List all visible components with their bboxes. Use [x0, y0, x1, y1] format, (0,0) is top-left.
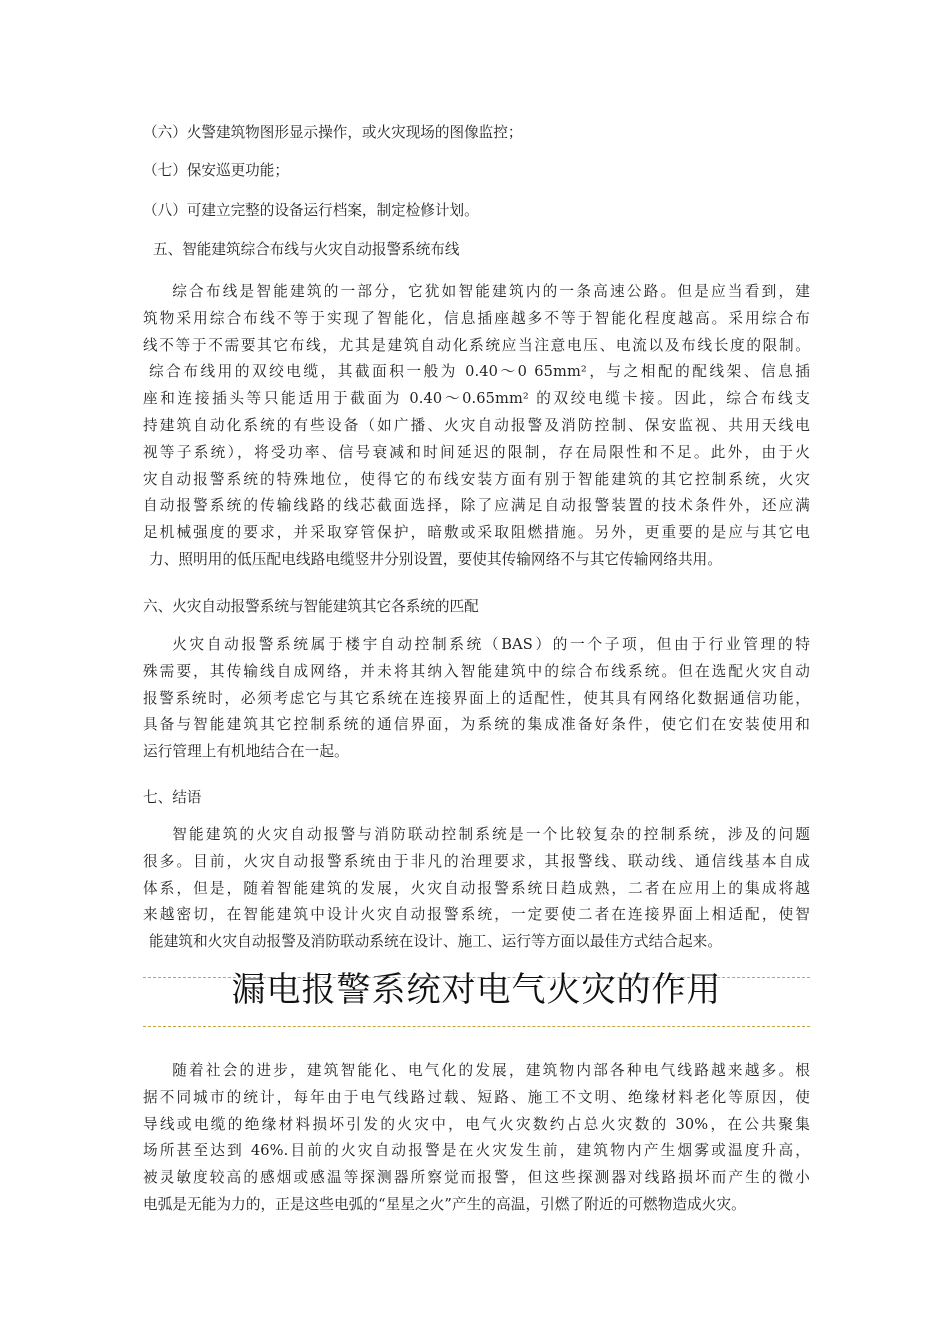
paragraph-line: 综合布线用的双绞电缆，其截面积一般为 0.40～0 65mm²，与之相配的配线架、信息插 [149, 363, 810, 381]
paragraph-line: 报警系统时，必须考虑它与其它系统在连接界面上的适配性，使其具有网络化数据通信功能， [143, 689, 810, 707]
paragraph-line: 火灾自动报警系统属于楼宇自动控制系统（BAS）的一个子项，但由于行业管理的特 [172, 636, 810, 653]
paragraph-line: 来越密切，在智能建筑中设计火灾自动报警系统，一定要使二者在连接界面上相适配，使智 [143, 906, 810, 924]
paragraph-line: 持建筑自动化系统的有些设备（如广播、火灾自动报警及消防控制、保安监视、共用天线电 [143, 416, 810, 434]
paragraph-line: 足机械强度的要求，并采取穿管保护，暗敷或采取阻燃措施。另外，更重要的是应与其它电 [143, 524, 810, 542]
paragraph-line: 电弧是无能为力的，正是这些电弧的“星星之火”产生的高温，引燃了附近的可燃物造成火灾。 [143, 1195, 746, 1213]
section-7-paragraph [143, 822, 810, 956]
section-6-paragraph [143, 632, 810, 766]
paragraph-line: 综合布线是智能建筑的一部分，它犹如智能建筑内的一条高速公路。但是应当看到，建 [172, 283, 810, 300]
paragraph-line: 运行管理上有机地结合在一起。 [143, 743, 349, 761]
title-divider-bottom [143, 1026, 810, 1027]
list-item-6: （六）火警建筑物图形显示操作，或火灾现场的图像监控； [143, 124, 523, 141]
paragraph-line: 力、照明用的低压配电线路电缆竖井分别设置，要使其传输网络不与其它传输网络共用。 [149, 550, 723, 568]
article-2-paragraph [143, 1058, 810, 1219]
paragraph-line: 自动报警系统的传输线路的线芯截面选择，除了应满足自动报警装置的技术条件外，还应满 [143, 497, 810, 515]
section-5-paragraph [143, 279, 810, 574]
paragraph-line: 筑物采用综合布线不等于实现了智能化，信息插座越多不等于智能化程度越高。采用综合布 [143, 309, 810, 327]
section-heading-6: 六、火灾自动报警系统与智能建筑其它各系统的匹配 [143, 598, 479, 615]
paragraph-line: 据不同城市的统计，每年由于电气线路过载、短路、施工不文明、绝缘材料老化等原因，使 [143, 1088, 810, 1106]
paragraph-line: 灾自动报警系统的特殊地位，使得它的布线安装方面有别于智能建筑的其它控制系统，火灾 [143, 470, 810, 488]
list-item-8: （八）可建立完整的设备运行档案，制定检修计划。 [143, 202, 479, 219]
section-heading-7: 七、结语 [143, 789, 202, 806]
paragraph-line: 殊需要，其传输线自成网络，并未将其纳入智能建筑中的综合布线系统。但在选配火灾自动 [143, 662, 810, 680]
article-title: 漏电报警系统对电气火灾的作用 [231, 970, 722, 1010]
paragraph-line: 随着社会的进步，建筑智能化、电气化的发展，建筑物内部各种电气线路越来越多。根 [172, 1062, 810, 1079]
paragraph-line: 能建筑和火灾自动报警及消防联动系统在设计、施工、运行等方面以最佳方式结合起来。 [149, 933, 723, 951]
paragraph-line: 视等子系统），将受功率、信号衰减和时间延迟的限制，存在局限性和不足。此外，由于火 [143, 443, 810, 461]
list-item-7: （七）保安巡更功能； [143, 162, 289, 179]
paragraph-line: 很多。目前，火灾自动报警系统由于非凡的治理要求，其报警线、联动线、通信线基本自成 [143, 852, 810, 870]
paragraph-line: 场所甚至达到 46%.目前的火灾自动报警是在火灾发生前，建筑物内产生烟雾或温度升高， [143, 1142, 810, 1160]
paragraph-line: 智能建筑的火灾自动报警与消防联动控制系统是一个比较复杂的控制系统，涉及的问题 [172, 826, 810, 843]
paragraph-line: 导线或电缆的绝缘材料损坏引发的火灾中，电气火灾数约占总火灾数的 30%，在公共聚集 [143, 1115, 810, 1133]
paragraph-line: 被灵敏度较高的感烟或感温等探测器所察觉而报警，但这些探测器对线路损坏而产生的微小 [143, 1169, 810, 1187]
paragraph-line: 具备与智能建筑其它控制系统的通信界面，为系统的集成准备好条件，使它们在安装使用和 [143, 716, 810, 734]
section-heading-5: 五、智能建筑综合布线与火灾自动报警系统布线 [153, 241, 460, 258]
paragraph-line: 体系，但是，随着智能建筑的发展，火灾自动报警系统日趋成熟，二者在应用上的集成将越 [143, 879, 810, 897]
paragraph-line: 线不等于不需要其它布线，尤其是建筑自动化系统应当注意电压、电流以及布线长度的限制。 [143, 336, 810, 354]
paragraph-line: 座和连接插头等只能适用于截面为 0.40～0.65mm² 的双绞电缆卡接。因此，综合布线支 [143, 390, 810, 408]
